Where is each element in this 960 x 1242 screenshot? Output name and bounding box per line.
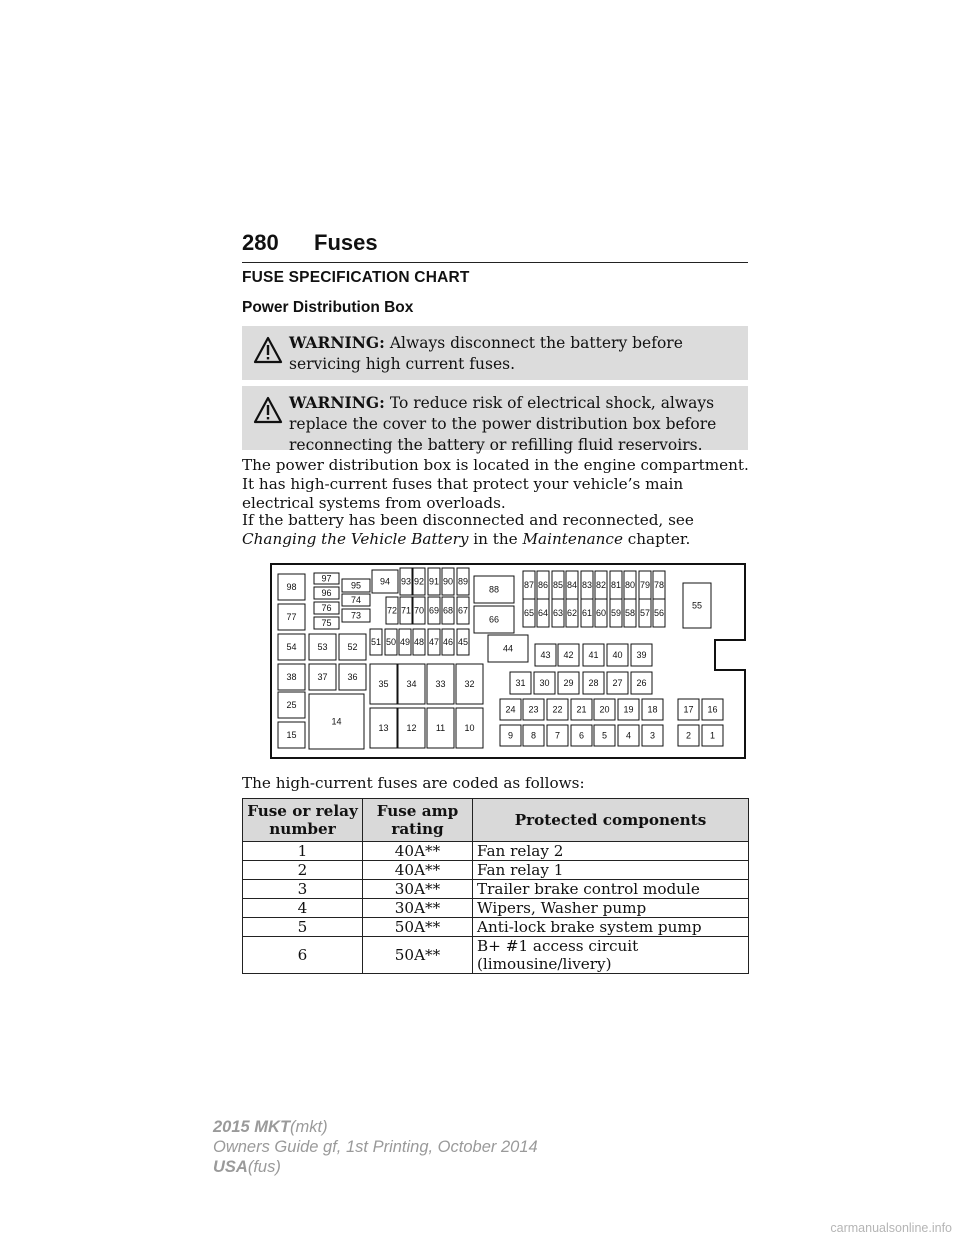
- warning-text-2: [289, 392, 742, 456]
- warning-text-1: [289, 332, 742, 375]
- fuse-label-33: 33: [435, 679, 446, 690]
- page-number: 280: [242, 230, 279, 255]
- fuse-label-25: 25: [286, 700, 297, 711]
- fuse-spec-table: [242, 798, 749, 974]
- fuse-label-84: 84: [566, 580, 578, 591]
- fuse-label-92: 92: [413, 576, 425, 587]
- protected-component: Fan relay 2: [473, 842, 749, 861]
- fuse-label-36: 36: [347, 672, 358, 683]
- fuse-label-80: 80: [624, 580, 636, 591]
- fuse-label-74: 74: [350, 595, 362, 606]
- fuse-label-67: 67: [457, 605, 469, 616]
- footer-market-code: (fus): [247, 1158, 281, 1176]
- paragraph-codes: The high-current fuses are coded as follows:: [242, 774, 585, 792]
- header-fuse-number: Fuse or relay number: [243, 799, 363, 842]
- protected-component: B+ #1 access circuit (limousine/livery): [473, 937, 749, 974]
- fuse-label-27: 27: [612, 678, 623, 689]
- fuse-label-81: 81: [610, 580, 622, 591]
- fuse-label-12: 12: [406, 723, 417, 734]
- fuse-label-51: 51: [370, 637, 382, 648]
- fuse-label-77: 77: [286, 612, 297, 623]
- fuse-label-16: 16: [707, 704, 718, 715]
- fuse-label-4: 4: [625, 730, 632, 741]
- fuse-number: 5: [243, 918, 363, 937]
- fuse-label-64: 64: [537, 608, 549, 619]
- amp-rating: 30A**: [363, 899, 473, 918]
- amp-rating: 50A**: [363, 937, 473, 974]
- fuse-label-28: 28: [588, 678, 599, 689]
- protected-component: Wipers, Washer pump: [473, 899, 749, 918]
- fuse-number: 4: [243, 899, 363, 918]
- paragraph-battery: [242, 511, 754, 549]
- fuse-label-39: 39: [636, 650, 647, 661]
- fuse-label-76: 76: [321, 603, 332, 614]
- fuse-label-29: 29: [563, 678, 574, 689]
- fuse-label-61: 61: [581, 608, 593, 619]
- fuse-label-24: 24: [505, 704, 516, 715]
- footer-market: USA: [213, 1158, 248, 1176]
- fuse-label-72: 72: [386, 605, 398, 616]
- fuse-label-79: 79: [639, 580, 651, 591]
- fuse-label-93: 93: [400, 576, 412, 587]
- fuse-label-89: 89: [457, 576, 469, 587]
- footer-model: 2015 MKT: [213, 1118, 291, 1136]
- fuse-label-8: 8: [530, 730, 537, 741]
- fuse-label-9: 9: [507, 730, 514, 741]
- fuse-label-62: 62: [566, 608, 578, 619]
- fuse-label-7: 7: [554, 730, 561, 741]
- fuse-number: 6: [243, 937, 363, 974]
- footer-line-1: [213, 1117, 538, 1137]
- fuse-label-23: 23: [528, 704, 539, 715]
- fuse-label-60: 60: [595, 608, 607, 619]
- fuse-label-53: 53: [317, 642, 328, 653]
- fuse-label-82: 82: [595, 580, 607, 591]
- fuse-label-63: 63: [552, 608, 564, 619]
- table-header-row: [243, 799, 749, 842]
- table-row: [243, 842, 749, 861]
- fuse-label-11: 11: [435, 723, 446, 734]
- fuse-label-71: 71: [400, 605, 412, 616]
- table-row: [243, 880, 749, 899]
- fuse-label-26: 26: [636, 678, 647, 689]
- watermark: carmanualsonline.info: [830, 1221, 952, 1235]
- fuse-label-32: 32: [464, 679, 475, 690]
- fuse-label-78: 78: [653, 580, 665, 591]
- warning-label: WARNING:: [289, 393, 385, 412]
- fuse-label-17: 17: [683, 704, 694, 715]
- fuse-label-5: 5: [601, 730, 608, 741]
- paragraph-location: The power distribution box is located in the engine compartment. It has high-current fuses that protect your vehicle’s main electrical systems from overloads.: [242, 456, 749, 512]
- fuse-label-22: 22: [552, 704, 563, 715]
- fuse-label-95: 95: [350, 580, 362, 591]
- fuse-label-70: 70: [413, 605, 425, 616]
- fuse-label-54: 54: [286, 642, 297, 653]
- fuse-label-46: 46: [442, 637, 454, 648]
- fuse-label-68: 68: [442, 605, 454, 616]
- amp-rating: 40A**: [363, 842, 473, 861]
- text: chapter.: [622, 530, 691, 548]
- footer-model-code: (mkt): [290, 1118, 328, 1136]
- fuse-label-37: 37: [317, 672, 328, 683]
- warning-box-2: [242, 386, 748, 454]
- fuse-label-88: 88: [488, 584, 500, 595]
- fuse-label-13: 13: [378, 723, 389, 734]
- warning-label: WARNING:: [289, 333, 385, 352]
- fuse-label-10: 10: [464, 723, 475, 734]
- text: in the: [468, 530, 523, 548]
- fuse-label-35: 35: [378, 679, 389, 690]
- fuse-label-34: 34: [406, 679, 417, 690]
- protected-component: Fan relay 1: [473, 861, 749, 880]
- table-row: [243, 861, 749, 880]
- fuse-label-2: 2: [685, 730, 692, 741]
- header-amp-rating: Fuse amp rating: [363, 799, 473, 842]
- fuse-label-42: 42: [563, 650, 574, 661]
- fuse-label-56: 56: [653, 608, 665, 619]
- fuse-label-48: 48: [413, 637, 425, 648]
- fuse-label-21: 21: [576, 704, 587, 715]
- fuse-label-19: 19: [623, 704, 634, 715]
- fuse-label-55: 55: [691, 600, 703, 611]
- warning-triangle-icon: [253, 336, 283, 364]
- warning-body: To reduce risk of electrical shock, always replace the cover to the power distribution box before reconnecting the battery or refilling fluid reservoirs.: [289, 394, 717, 454]
- fuse-label-38: 38: [286, 672, 297, 683]
- table-row: [243, 937, 749, 974]
- amp-rating: 30A**: [363, 880, 473, 899]
- fuse-label-52: 52: [347, 642, 358, 653]
- fuse-label-43: 43: [540, 650, 551, 661]
- fuse-number: 2: [243, 861, 363, 880]
- fuse-label-97: 97: [321, 573, 332, 584]
- fuse-label-30: 30: [539, 678, 550, 689]
- fuse-label-83: 83: [581, 580, 593, 591]
- fuse-label-47: 47: [428, 637, 440, 648]
- fuse-label-73: 73: [350, 610, 362, 621]
- fuse-label-14: 14: [331, 716, 342, 727]
- fuse-label-85: 85: [552, 580, 564, 591]
- fuse-label-98: 98: [286, 582, 297, 593]
- fuse-label-91: 91: [428, 576, 440, 587]
- fuse-label-59: 59: [610, 608, 622, 619]
- fuse-label-96: 96: [321, 588, 332, 599]
- fuse-label-45: 45: [457, 637, 469, 648]
- fuse-label-40: 40: [612, 650, 623, 661]
- fuse-label-65: 65: [523, 608, 535, 619]
- footer-line-2: Owners Guide gf, 1st Printing, October 2014: [213, 1138, 538, 1156]
- amp-rating: 50A**: [363, 918, 473, 937]
- fuse-label-66: 66: [488, 614, 500, 625]
- page-header: [242, 228, 748, 263]
- sub-heading: Power Distribution Box: [242, 299, 414, 316]
- fuse-label-20: 20: [599, 704, 610, 715]
- chapter-title: Fuses: [314, 230, 378, 255]
- table-row: [243, 899, 749, 918]
- fuse-label-49: 49: [399, 637, 411, 648]
- fuse-label-44: 44: [502, 643, 514, 654]
- fuse-label-31: 31: [515, 678, 526, 689]
- fuse-number: 3: [243, 880, 363, 899]
- fuse-label-41: 41: [588, 650, 599, 661]
- fuse-box-diagram: [270, 562, 748, 762]
- fuse-label-87: 87: [523, 580, 535, 591]
- warning-triangle-icon: [253, 396, 283, 424]
- fuse-label-57: 57: [639, 608, 651, 619]
- fuse-label-50: 50: [385, 637, 397, 648]
- text: If the battery has been disconnected and reconnected, see: [242, 511, 694, 529]
- fuse-label-15: 15: [286, 730, 297, 741]
- footer-line-3: [213, 1157, 538, 1177]
- table-row: [243, 918, 749, 937]
- fuse-label-90: 90: [442, 576, 454, 587]
- warning-body: Always disconnect the battery before servicing high current fuses.: [289, 334, 683, 373]
- fuse-label-69: 69: [428, 605, 440, 616]
- fuse-label-6: 6: [578, 730, 585, 741]
- protected-component: Anti-lock brake system pump: [473, 918, 749, 937]
- document-footer: [213, 1117, 538, 1177]
- header-protected-components: Protected components: [473, 799, 749, 842]
- chapter-reference-link[interactable]: Maintenance: [522, 530, 623, 548]
- section-heading: FUSE SPECIFICATION CHART: [242, 269, 470, 286]
- cross-reference-link[interactable]: Changing the Vehicle Battery: [242, 530, 469, 548]
- amp-rating: 40A**: [363, 861, 473, 880]
- fuse-number: 1: [243, 842, 363, 861]
- protected-component: Trailer brake control module: [473, 880, 749, 899]
- fuse-label-58: 58: [624, 608, 636, 619]
- fuse-label-75: 75: [321, 618, 332, 629]
- fuse-label-94: 94: [379, 576, 391, 587]
- fuse-label-3: 3: [649, 730, 656, 741]
- fuse-label-18: 18: [647, 704, 658, 715]
- fuse-label-1: 1: [709, 730, 716, 741]
- warning-box-1: [242, 326, 748, 380]
- fuse-label-86: 86: [537, 580, 549, 591]
